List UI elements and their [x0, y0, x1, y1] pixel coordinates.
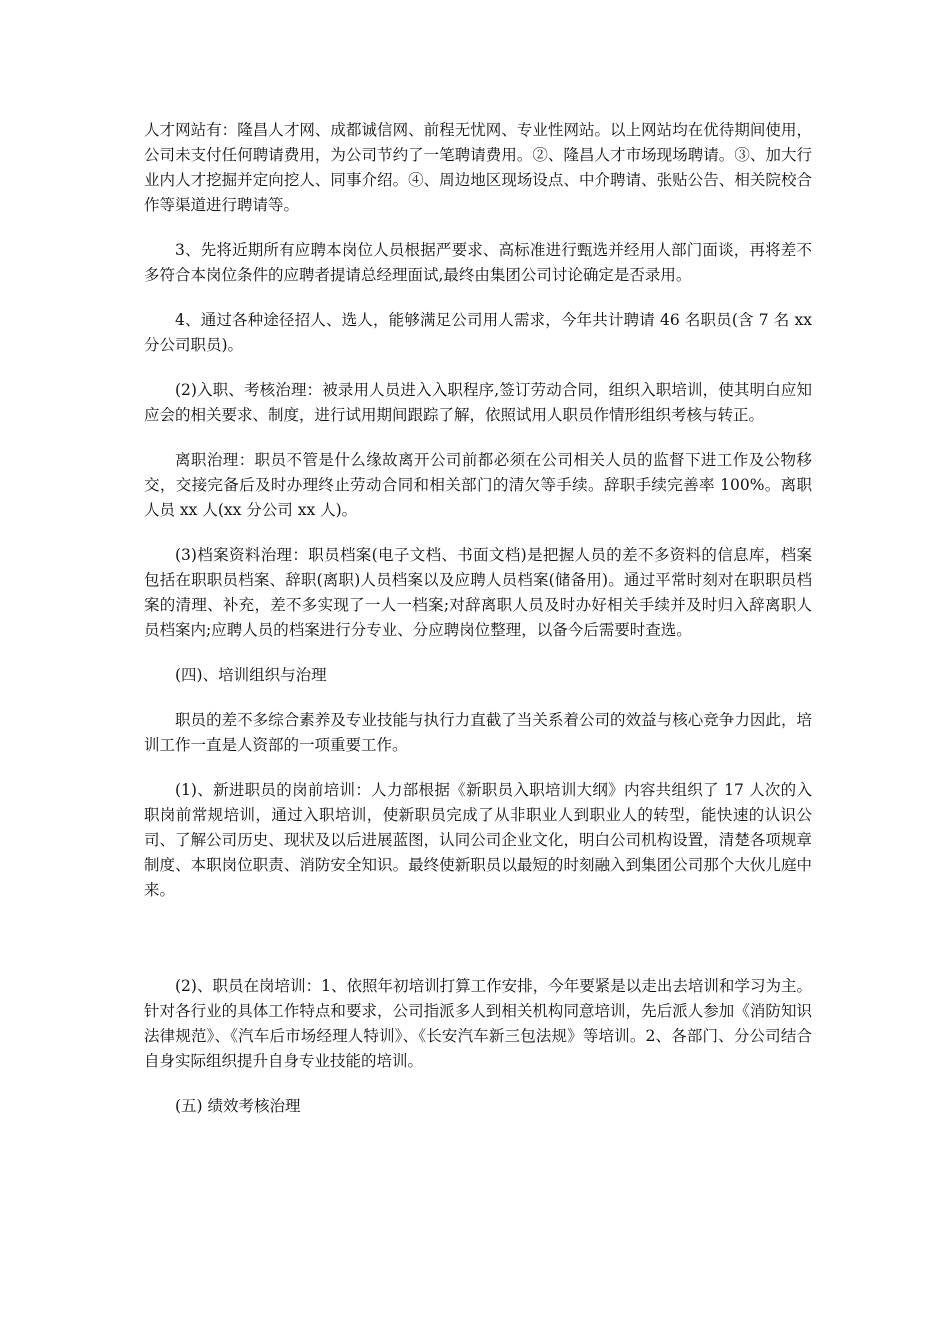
section-heading-performance: (五) 绩效考核治理: [175, 1097, 301, 1115]
paragraph-onboarding: (2)入职、考核治理：被录用人员进入入职程序,签订劳动合同，组织入职培训，使其明白应知应会的相关要求、制度，进行试用期间跟踪了解，依照试用人职员作情形组织考核与转正。: [144, 381, 812, 424]
paragraph-recruitment-channels: 人才网站有：隆昌人才网、成都诚信网、前程无忧网、专业性网站。以上网站均在优待期间使用，公司未支付任何聘请费用，为公司节约了一笔聘请费用。②、隆昌人才市场现场聘请。③、加大行业内人才挖掘并定向挖人、同事介绍。④、周边地区现场设点、中介聘请、张贴公告、相关院校合作等渠道进行聘请等。: [144, 121, 812, 214]
document-body: [144, 118, 812, 1139]
blank-gap: [144, 923, 812, 974]
paragraph-training-intro: 职员的差不多综合素养及专业技能与执行力直截了当关系着公司的效益与核心竞争力因此，培训工作一直是人资部的一项重要工作。: [144, 711, 812, 754]
paragraph-new-employee-training: (1)、新进职员的岗前培训：人力部根据《新职员入职培训大纲》内容共组织了 17 人次的入职岗前常规培训，通过入职培训，使新职员完成了从非职业人到职业人的转型，能快速的认识公司、了解公司历史、现状及以后进展蓝图，认同公司企业文化，明白公司机构设置，清楚各项规章制度、本职岗位职责、消防安全知识。最终使新职员以最短的时刻融入到集团公司那个大伙儿庭中来。: [144, 781, 812, 899]
section-heading-training: (四)、培训组织与治理: [175, 666, 327, 684]
paragraph-resignation: 离职治理：职员不管是什么缘故离开公司前都必须在公司相关人员的监督下进工作及公物移交，交接完备后及时办理终止劳动合同和相关部门的清欠等手续。辞职手续完善率 100%。离职人员 xx 人(xx 分公司 xx 人)。: [144, 451, 812, 519]
paragraph-on-job-training: (2)、职员在岗培训：1、依照年初培训打算工作安排，今年要紧是以走出去培训和学习为主。针对各行业的具体工作特点和要求，公司指派多人到相关机构同意培训，先后派人参加《消防知识法律规范》、《汽车后市场经理人特训》、《长安汽车新三包法规》等培训。2、各部门、分公司结合自身实际组织提升自身专业技能的培训。: [144, 977, 812, 1070]
paragraph-hiring-count: 4、通过各种途径招人、选人，能够满足公司用人需求，今年共计聘请 46 名职员(含 7 名 xx 分公司职员)。: [144, 311, 812, 354]
paragraph-screening: 3、先将近期所有应聘本岗位人员根据严要求、高标准进行甄选并经用人部门面谈，再将差不多符合本岗位条件的应聘者提请总经理面试,最终由集团公司讨论确定是否录用。: [144, 241, 812, 284]
paragraph-archives: (3)档案资料治理：职员档案(电子文档、书面文档)是把握人员的差不多资料的信息库，档案包括在职职员档案、辞职(离职)人员档案以及应聘人员档案(储备用)。通过平常时刻对在职职员档案的清理、补充，差不多实现了一人一档案;对辞离职人员及时办好相关手续并及时归入辞离职人员档案内;应聘人员的档案进行分专业、分应聘岗位整理，以备今后需要时查选。: [144, 546, 812, 639]
